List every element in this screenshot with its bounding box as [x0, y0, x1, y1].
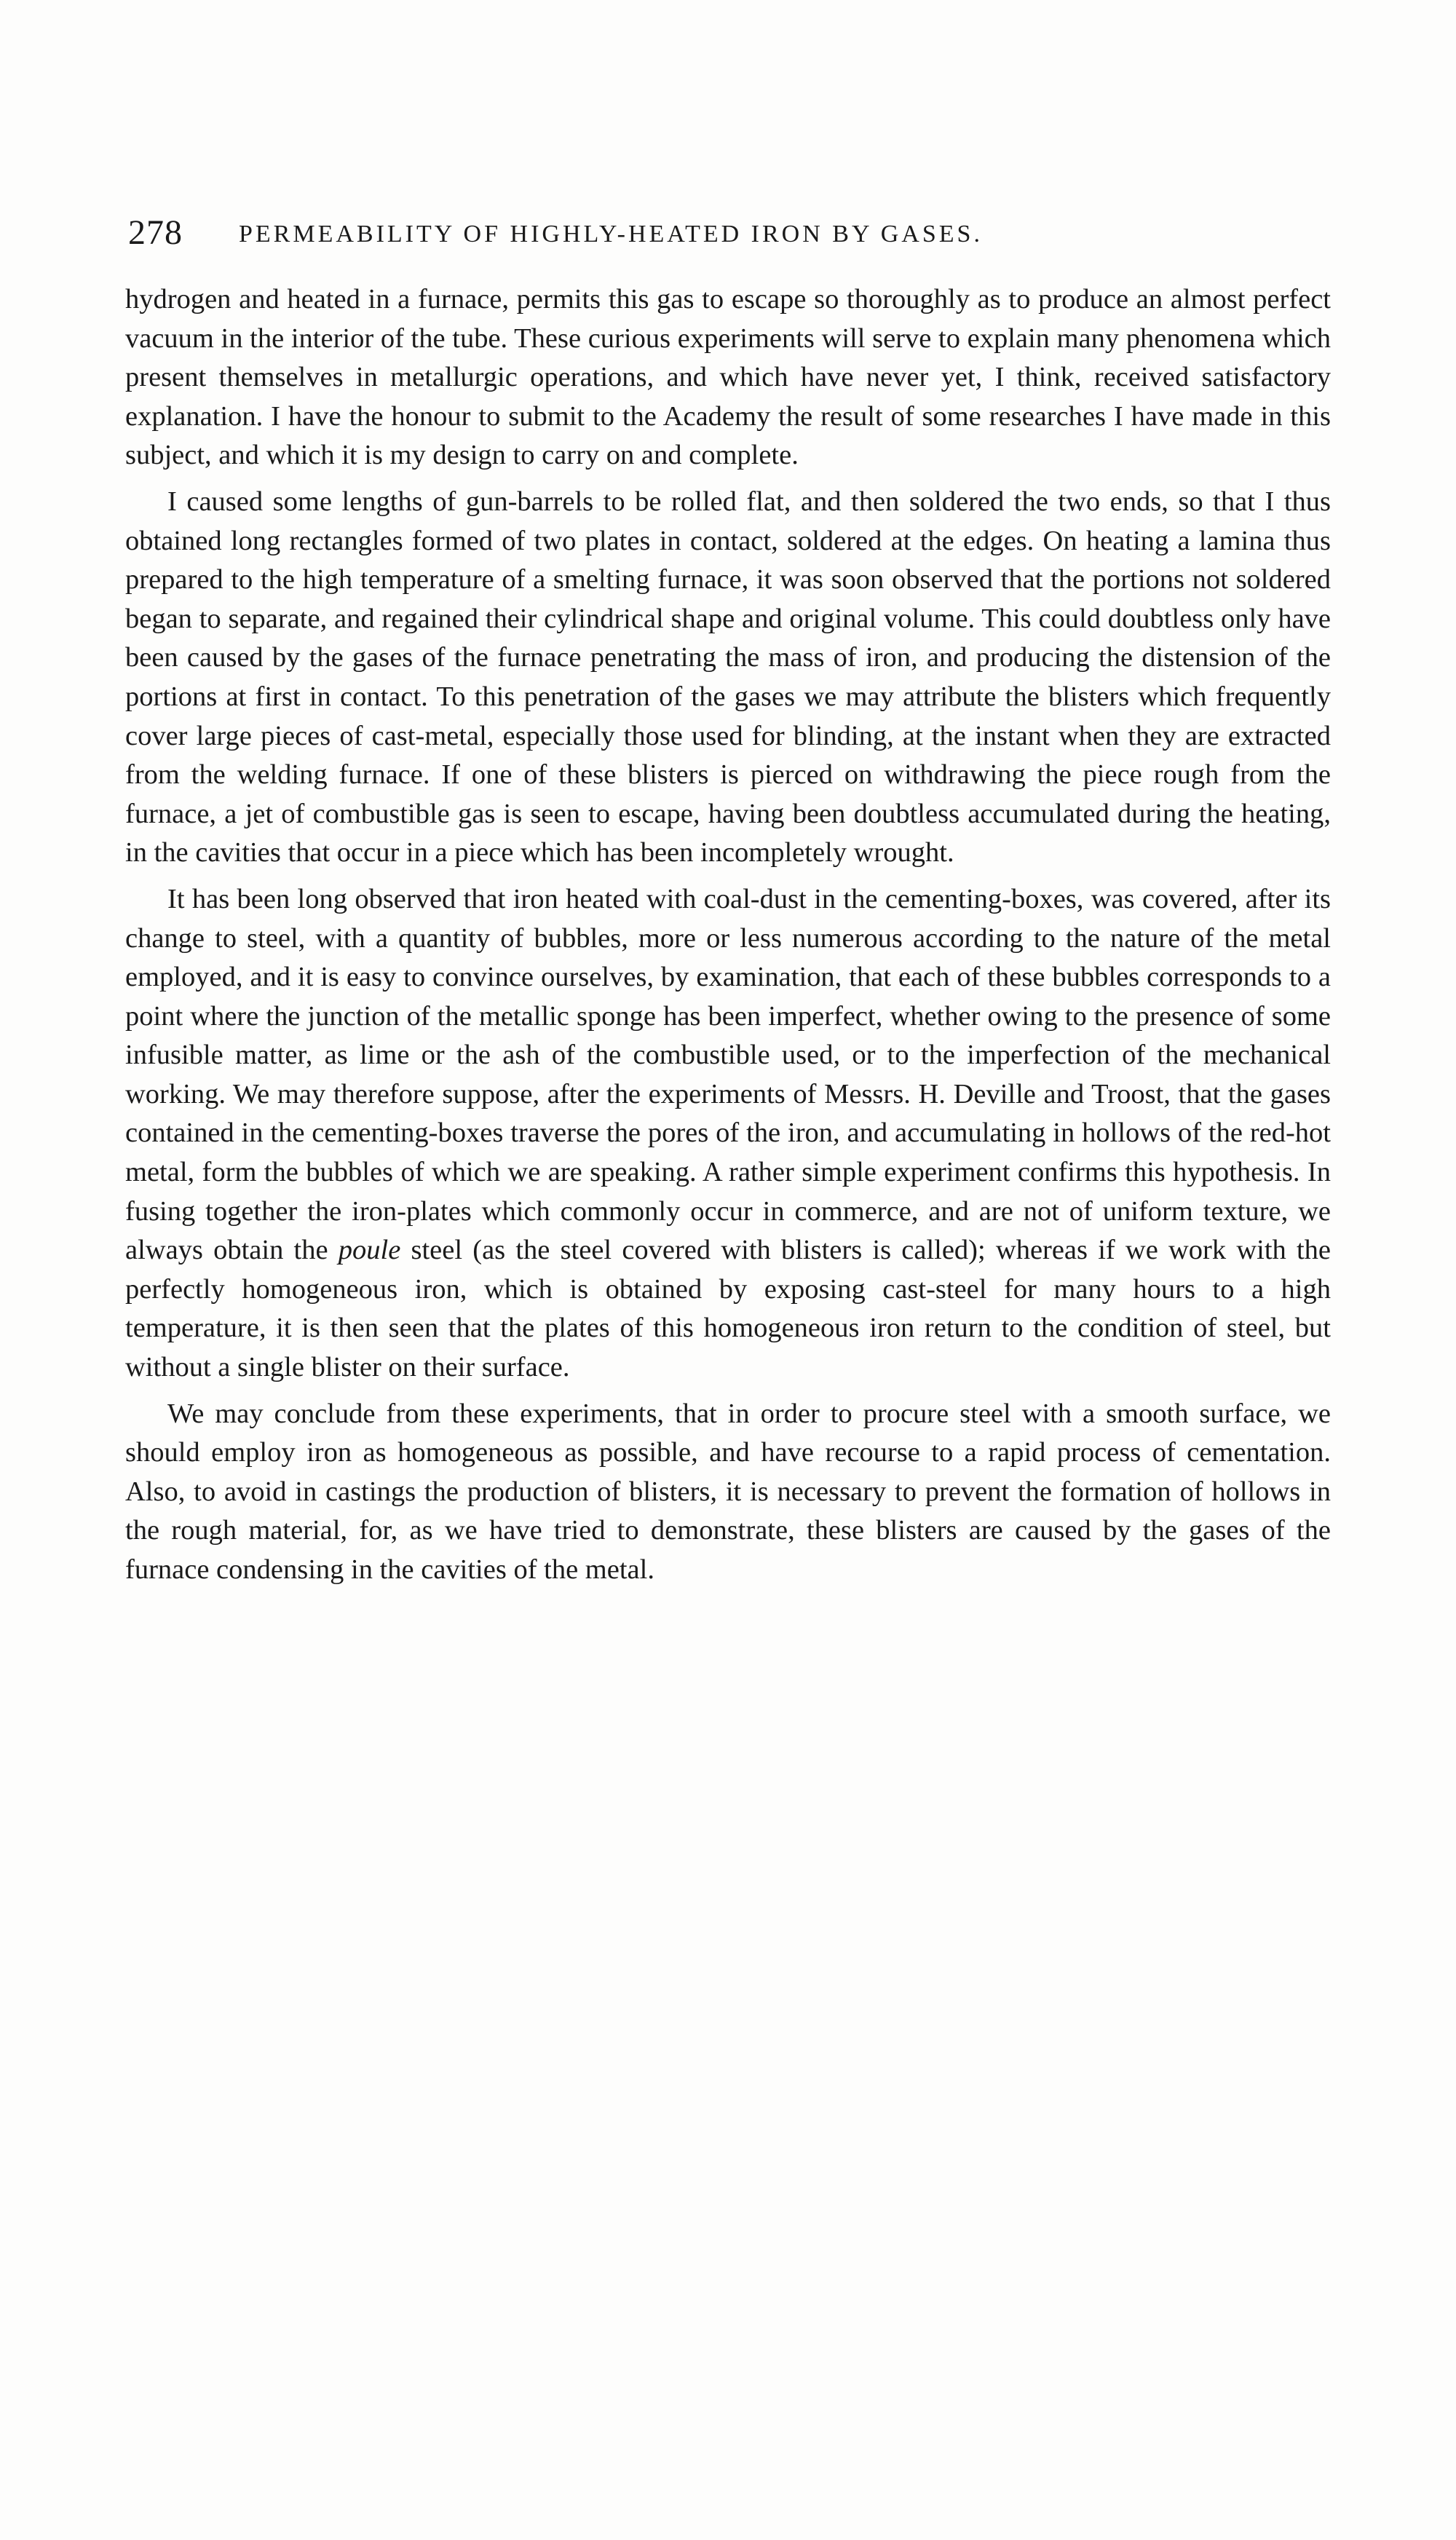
page-number: 278 — [128, 213, 183, 252]
paragraph-3 — [125, 880, 1331, 1388]
paragraph-2: I caused some lengths of gun-barrels to be rolled flat, and then soldered the two ends, so that I thus obtained long rectangles formed of two plates in contact, soldered at the edges. On heating a lamina thus prepared to the high temperature of a smelting furnace, it was soon observed that the portions not soldered began to separate, and regained their cylindrical shape and original volume. This could doubtless only have been caused by the gases of the furnace penetrating the mass of iron, and producing the distension of the portions at first in contact. To this penetration of the gases we may attribute the blisters which frequently cover large pieces of cast-metal, especially those used for blinding, at the instant when they are extracted from the welding furnace. If one of these blisters is pierced on withdrawing the piece rough from the furnace, a jet of combustible gas is seen to escape, having been doubtless accumulated during the heating, in the cavities that occur in a piece which has been incompletely wrought. — [125, 486, 1331, 869]
body-text — [125, 280, 1331, 1597]
paragraph-3-part-2: steel (as the steel covered with blisters is called); whereas if we work with the perfectly homogeneous iron, which is obtained by exposing cast-steel for many hours to a high temperature, it is then seen that the plates of this homogeneous iron return to the condition of steel, but without a single blister on their surface. — [125, 1235, 1331, 1383]
page-header — [128, 211, 1337, 262]
paragraph-3-part-1: It has been long observed that iron heated with coal-dust in the cementing-boxes, was covered, after its change to steel, with a quantity of bubbles, more or less numerous according to the nature of the metal employed, and it is easy to convince ourselves, by examination, that each of these bubbles corresponds to a point where the junction of the metallic sponge has been imperfect, whether owing to the presence of some infusible matter, as lime or the ash of the combustible used, or to the imperfection of the mechanical working. We may therefore suppose, after the experiments of Messrs. H. Deville and Troost, that the gases contained in the cementing-boxes traverse the pores of the iron, and accumulating in hollows of the red-hot metal, form the bubbles of which we are speaking. A rather simple experiment confirms this hypothesis. In fusing together the iron-plates which commonly occur in commerce, and are not of uniform texture, we always obtain the — [125, 883, 1331, 1266]
paragraph-1: hydrogen and heated in a furnace, permits this gas to escape so thoroughly as to produce an almost perfect vacuum in the interior of the tube. These curious experiments will serve to explain many phenomena which present themselves in metallurgic operations, and which have never yet, I think, received satisfactory explanation. I have the honour to submit to the Academy the result of some researches I have made in this subject, and which it is my design to carry on and complete. — [125, 284, 1331, 471]
running-head: PERMEABILITY OF HIGHLY-HEATED IRON BY GASES. — [239, 221, 983, 248]
paragraph-4: We may conclude from these experiments, that in order to procure steel with a smooth surface, we should employ iron as homogeneous as possible, and have recourse to a rapid process of cementation. Also, to avoid in castings the production of blisters, it is necessary to prevent the formation of hollows in the rough material, for, as we have tried to demonstrate, these blisters are caused by the gases of the furnace condensing in the cavities of the metal. — [125, 1398, 1331, 1585]
italic-term-poule: poule — [338, 1235, 401, 1266]
